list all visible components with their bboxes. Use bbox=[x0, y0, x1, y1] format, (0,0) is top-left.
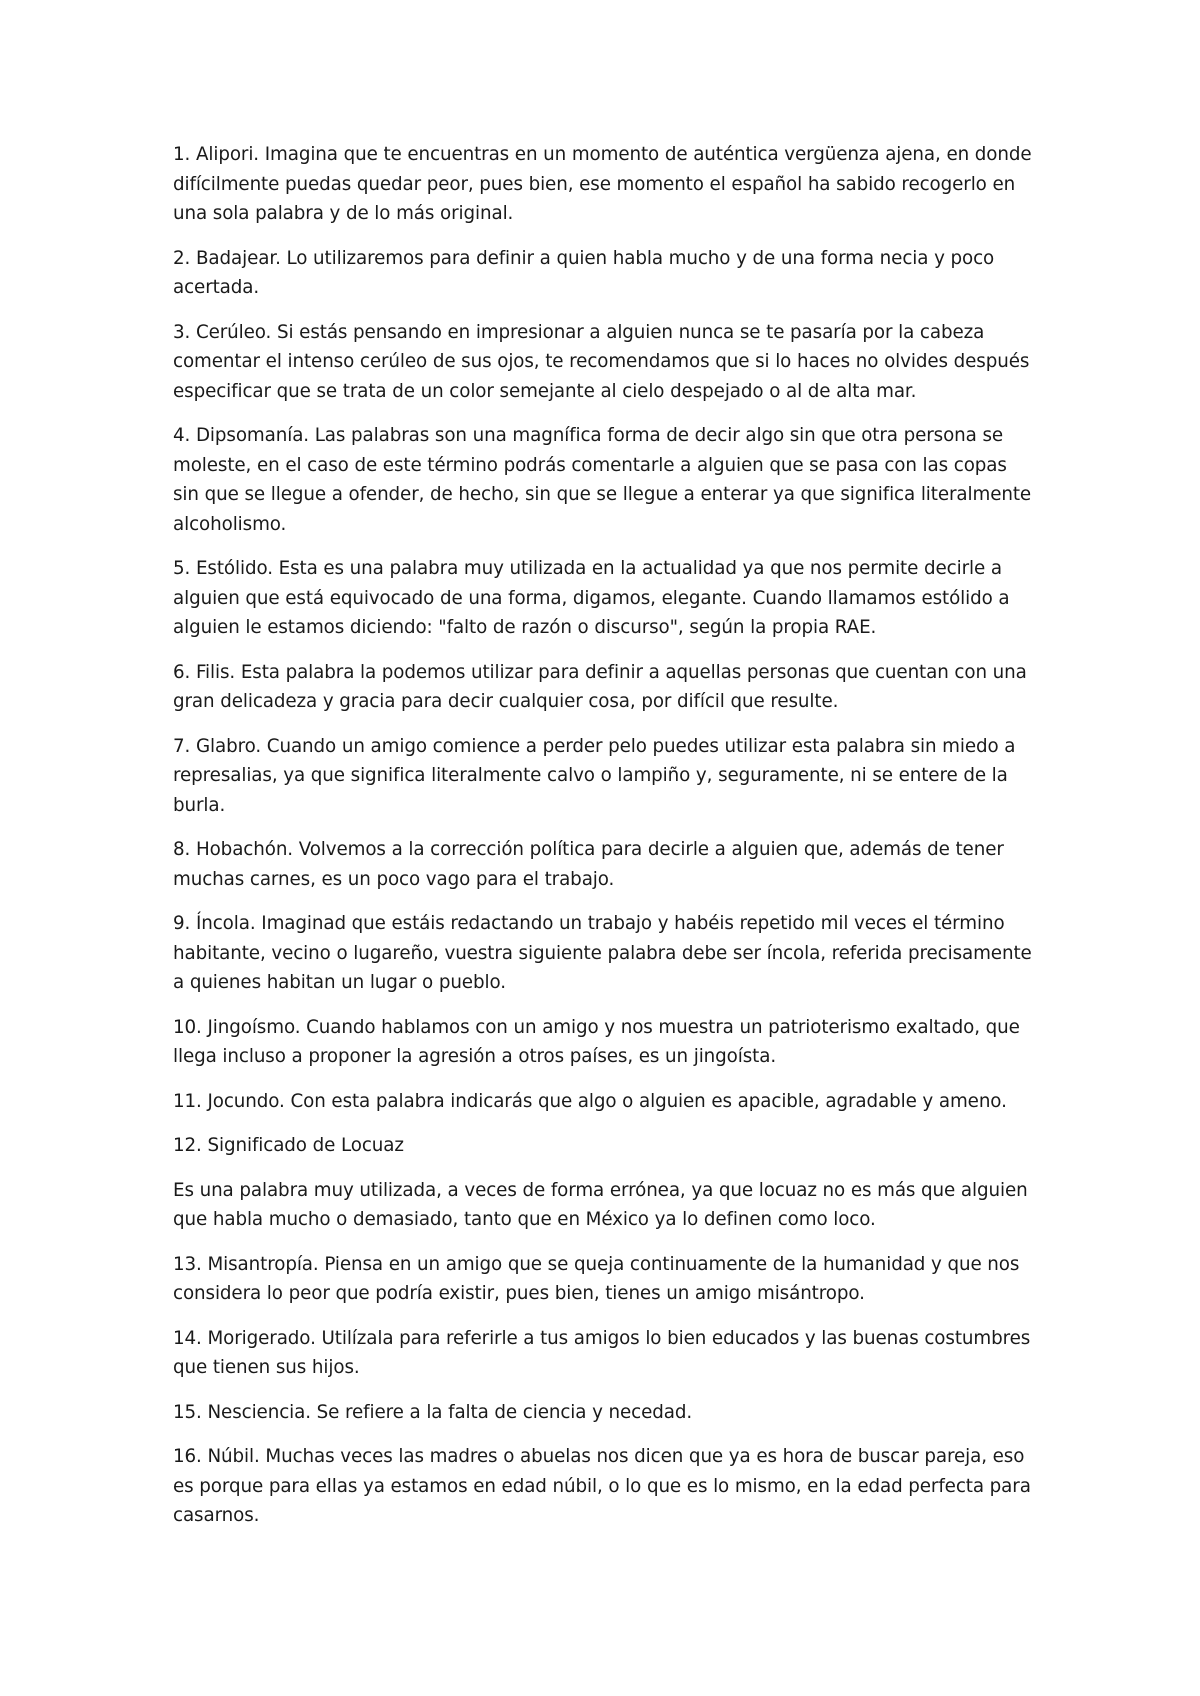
paragraph-jingoismo: 10. Jingoísmo. Cuando hablamos con un amigo y nos muestra un patrioterismo exaltado, que llega incluso a proponer la agresión a otros países, es un jingoísta. bbox=[173, 1016, 1020, 1067]
paragraph-morigerado: 14. Morigerado. Utilízala para referirle a tus amigos lo bien educados y las buenas costumbres que tienen sus hijos. bbox=[173, 1327, 1031, 1378]
document-body bbox=[173, 140, 1033, 1546]
paragraph-alipori: 1. Alipori. Imagina que te encuentras en un momento de auténtica vergüenza ajena, en donde difícilmente puedas quedar peor, pues bien, ese momento el español ha sabido recogerlo en una sola palabra y de lo más original. bbox=[173, 144, 1032, 224]
paragraph-estolido: 5. Estólido. Esta es una palabra muy utilizada en la actualidad ya que nos permite decirle a alguien que está equivocado de una forma, digamos, elegante. Cuando llamamos estólido a alguien le estamos diciendo: "falto de razón o discurso", según la propia RAE. bbox=[173, 558, 1010, 638]
paragraph-nesciencia: 15. Nesciencia. Se refiere a la falta de ciencia y necedad. bbox=[173, 1401, 693, 1423]
paragraph-misantropia: 13. Misantropía. Piensa en un amigo que se queja continuamente de la humanidad y que nos considera lo peor que podría existir, pues bien, tienes un amigo misántropo. bbox=[173, 1253, 1020, 1304]
paragraph-ceruleo: 3. Cerúleo. Si estás pensando en impresionar a alguien nunca se te pasaría por la cabeza comentar el intenso cerúleo de sus ojos, te recomendamos que si lo haces no olvides después especificar que se trata de un color semejante al cielo despejado o al de alta mar. bbox=[173, 321, 1030, 402]
paragraph-filis: 6. Filis. Esta palabra la podemos utilizar para definir a aquellas personas que cuentan con una gran delicadeza y gracia para decir cualquier cosa, por difícil que resulte. bbox=[173, 661, 1027, 712]
paragraph-dipsomania: 4. Dipsomanía. Las palabras son una magnífica forma de decir algo sin que otra persona se moleste, en el caso de este término podrás comentarle a alguien que se pasa con las copas sin que se llegue a ofender, de hecho, sin que se llegue a enterar ya que significa literalmente alcoholismo. bbox=[173, 425, 1032, 535]
paragraph-jocundo: 11. Jocundo. Con esta palabra indicarás que algo o alguien es apacible, agradable y ameno. bbox=[173, 1090, 1007, 1112]
paragraph-incola: 9. Íncola. Imaginad que estáis redactando un trabajo y habéis repetido mil veces el término habitante, vecino o lugareño, vuestra siguiente palabra debe ser íncola, referida precisamente a quienes habitan un lugar o pueblo. bbox=[173, 913, 1032, 993]
paragraph-locuaz: Es una palabra muy utilizada, a veces de forma errónea, ya que locuaz no es más que alguien que habla mucho o demasiado, tanto que en México ya lo definen como loco. bbox=[173, 1179, 1028, 1230]
paragraph-nubil: 16. Núbil. Muchas veces las madres o abuelas nos dicen que ya es hora de buscar pareja, eso es porque para ellas ya estamos en edad núbil, o lo que es lo mismo, en la edad perfecta para casarnos. bbox=[173, 1446, 1031, 1526]
paragraph-locuaz-heading: 12. Significado de Locuaz bbox=[173, 1135, 404, 1156]
paragraph-glabro: 7. Glabro. Cuando un amigo comience a perder pelo puedes utilizar esta palabra sin miedo a represalias, ya que significa literalmente calvo o lampiño y, seguramente, ni se entere de la burla. bbox=[173, 735, 1016, 816]
paragraph-badajear: 2. Badajear. Lo utilizaremos para definir a quien habla mucho y de una forma necia y poco acertada. bbox=[173, 247, 995, 298]
paragraph-hobachon: 8. Hobachón. Volvemos a la corrección política para decirle a alguien que, además de tener muchas carnes, es un poco vago para el trabajo. bbox=[173, 839, 1004, 890]
